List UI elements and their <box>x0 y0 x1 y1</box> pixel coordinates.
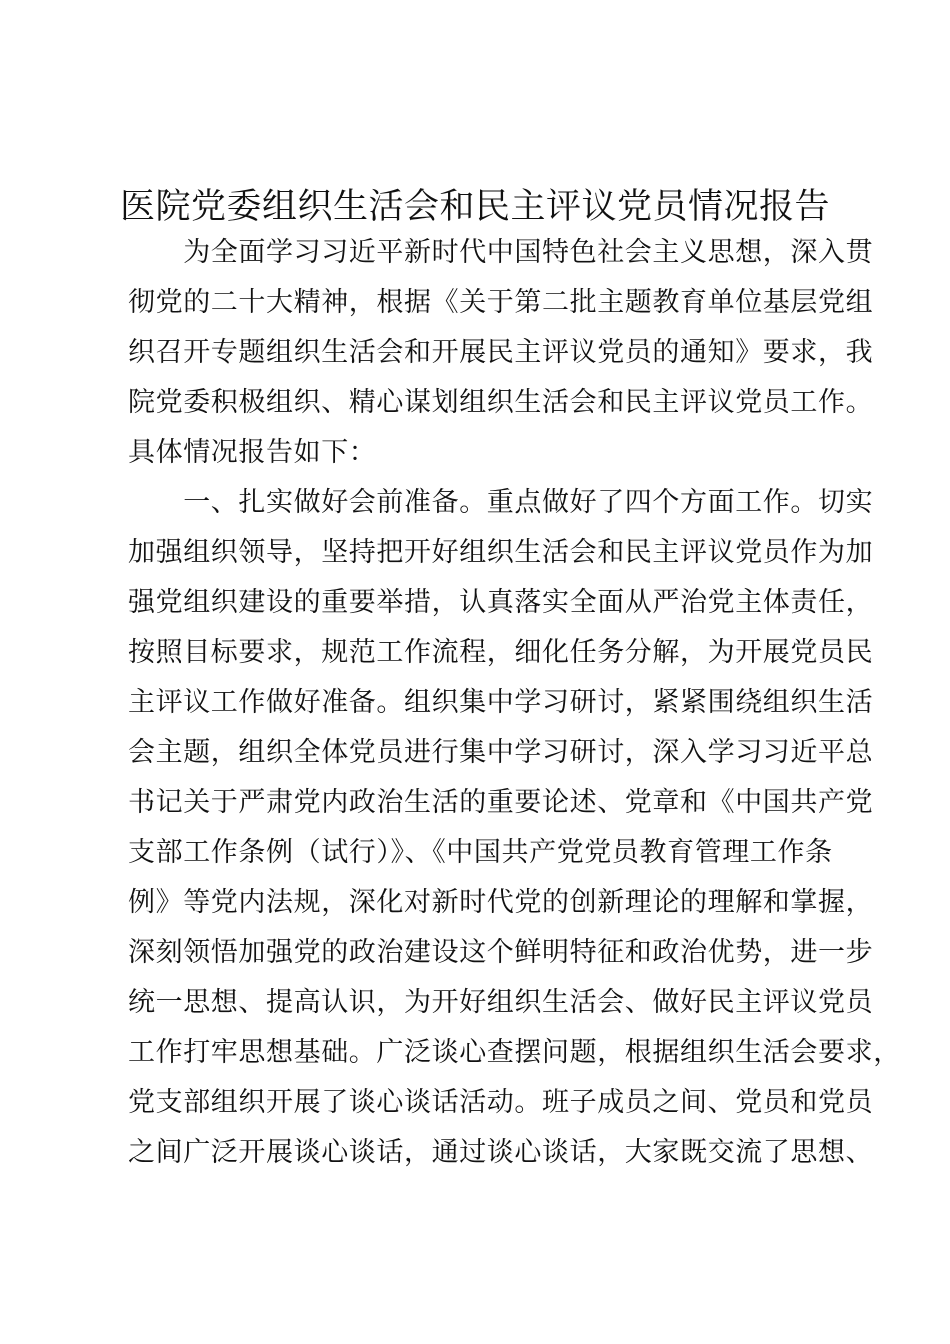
body-line-1: 为全面学习习近平新时代中国特色社会主义思想，深入贯 <box>128 237 874 268</box>
body-line-11: 会主题，组织全体党员进行集中学习研讨，深入学习习近平总 <box>128 737 874 768</box>
body-line-7: 加强组织领导，坚持把开好组织生活会和民主评议党员作为加 <box>128 537 874 568</box>
body-line-5: 具体情况报告如下： <box>128 437 377 468</box>
document-title: 医院党委组织生活会和民主评议党员情况报告 <box>119 187 830 227</box>
body-line-4: 院党委积极组织、精心谋划组织生活会和民主评议党员工作。 <box>128 387 874 418</box>
body-line-18: 党支部组织开展了谈心谈话活动。班子成员之间、党员和党员 <box>128 1087 874 1118</box>
body-line-9: 按照目标要求，规范工作流程，细化任务分解，为开展党员民 <box>128 637 874 668</box>
body-line-10: 主评议工作做好准备。组织集中学习研讨，紧紧围绕组织生活 <box>128 687 874 718</box>
body-line-12: 书记关于严肃党内政治生活的重要论述、党章和《中国共产党 <box>128 787 874 818</box>
body-line-17: 工作打牢思想基础。广泛谈心查摆问题，根据组织生活会要求， <box>128 1037 901 1068</box>
body-line-6: 一、扎实做好会前准备。重点做好了四个方面工作。切实 <box>128 487 874 518</box>
body-line-13: 支部工作条例（试行）》、《中国共产党党员教育管理工作条 <box>128 837 833 868</box>
body-line-19: 之间广泛开展谈心谈话，通过谈心谈话，大家既交流了思想、 <box>128 1137 874 1168</box>
body-line-15: 深刻领悟加强党的政治建设这个鲜明特征和政治优势，进一步 <box>128 937 874 968</box>
body-line-16: 统一思想、提高认识，为开好组织生活会、做好民主评议党员 <box>128 987 874 1018</box>
body-line-3: 织召开专题组织生活会和开展民主评议党员的通知》要求，我 <box>128 337 874 368</box>
body-line-2: 彻党的二十大精神，根据《关于第二批主题教育单位基层党组 <box>128 287 874 318</box>
body-line-14: 例》等党内法规，深化对新时代党的创新理论的理解和掌握， <box>128 887 874 918</box>
body-line-8: 强党组织建设的重要举措，认真落实全面从严治党主体责任， <box>128 587 874 618</box>
